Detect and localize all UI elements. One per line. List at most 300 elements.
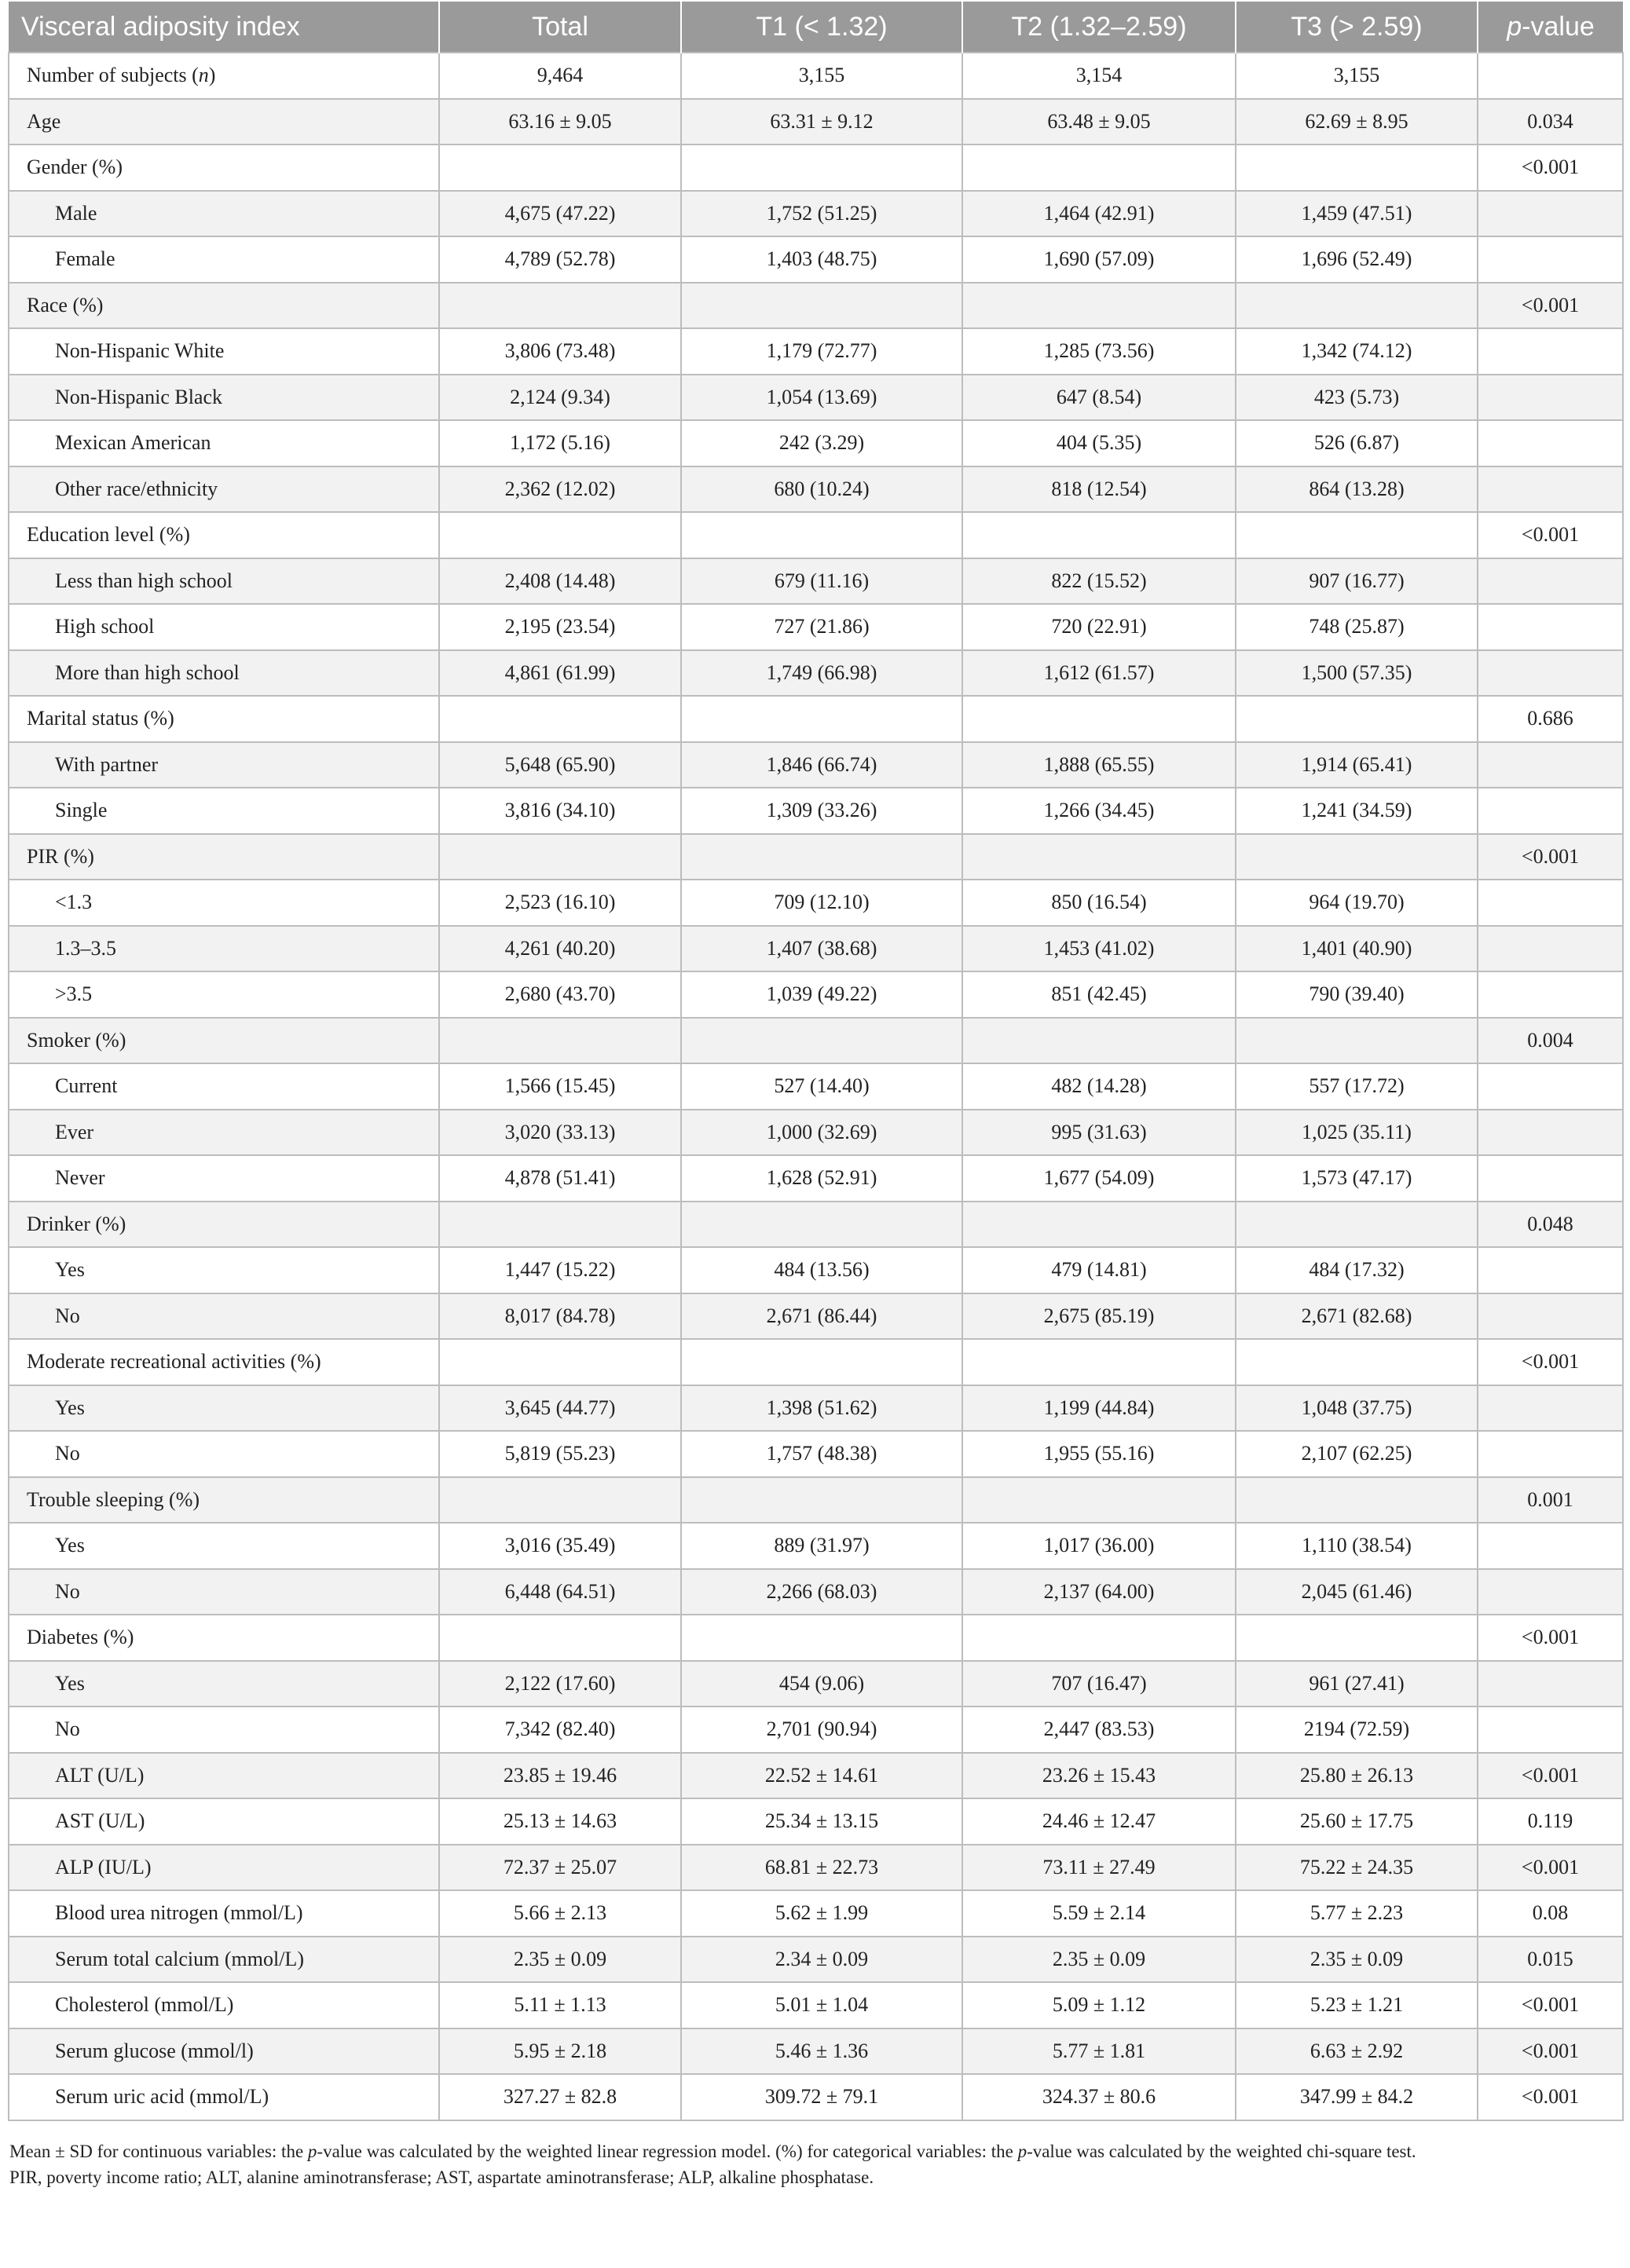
cell-t3 (1236, 696, 1478, 742)
variable-label-text: Race (%) (27, 293, 104, 316)
cell-total: 9,464 (439, 53, 681, 99)
cell-variable-label (9, 283, 439, 329)
cell-t3: 1,573 (47.17) (1236, 1155, 1478, 1202)
variable-label-text: No (55, 1442, 80, 1465)
cell-variable-label (9, 834, 439, 880)
cell-p-value (1478, 1569, 1623, 1615)
cell-variable-label (9, 236, 439, 283)
cell-t1: 1,752 (51.25) (681, 191, 962, 237)
cell-variable-label (9, 1155, 439, 1202)
cell-t2 (962, 512, 1236, 558)
table-row (9, 788, 1623, 834)
cell-total: 1,447 (15.22) (439, 1247, 681, 1293)
cell-t2: 1,690 (57.09) (962, 236, 1236, 283)
cell-t1: 1,398 (51.62) (681, 1385, 962, 1432)
cell-total: 2.35 ± 0.09 (439, 1937, 681, 1983)
cell-total: 5,819 (55.23) (439, 1431, 681, 1477)
cell-variable-label (9, 2028, 439, 2075)
cell-p-value: <0.001 (1478, 1339, 1623, 1385)
cell-t1 (681, 1615, 962, 1661)
cell-variable-label (9, 1247, 439, 1293)
variable-label-text: Current (55, 1074, 118, 1098)
table-row (9, 1845, 1623, 1891)
cell-p-value (1478, 1431, 1623, 1477)
cell-t1: 1,179 (72.77) (681, 328, 962, 375)
variable-label-text: Diabetes (%) (27, 1626, 134, 1649)
table-footnotes (8, 2138, 1622, 2190)
cell-variable-label (9, 604, 439, 650)
cell-t1 (681, 1477, 962, 1524)
cell-variable-label (9, 1431, 439, 1477)
header-t1: T1 (< 1.32) (681, 2, 962, 53)
cell-variable-label (9, 1523, 439, 1569)
table-row (9, 1431, 1623, 1477)
variable-label-text: High school (55, 615, 155, 638)
cell-t3: 1,696 (52.49) (1236, 236, 1478, 283)
cell-t3: 2,671 (82.68) (1236, 1293, 1478, 1340)
cell-t3: 484 (17.32) (1236, 1247, 1478, 1293)
cell-t1 (681, 283, 962, 329)
cell-total (439, 1477, 681, 1524)
cell-p-value: 0.015 (1478, 1937, 1623, 1983)
cell-total: 4,261 (40.20) (439, 926, 681, 972)
cell-p-value (1478, 1155, 1623, 1202)
cell-variable-label (9, 742, 439, 788)
cell-t1 (681, 1018, 962, 1064)
cell-t2: 5.77 ± 1.81 (962, 2028, 1236, 2075)
variable-label-text: Non-Hispanic White (55, 339, 225, 363)
cell-t3: 1,110 (38.54) (1236, 1523, 1478, 1569)
table-row (9, 1018, 1623, 1064)
cell-total: 2,680 (43.70) (439, 971, 681, 1018)
cell-t3: 2194 (72.59) (1236, 1706, 1478, 1753)
table-row (9, 1247, 1623, 1293)
cell-p-value (1478, 788, 1623, 834)
footnote-1-p-italic-1: p (307, 2141, 317, 2161)
header-p-italic: p (1507, 11, 1522, 42)
cell-t2 (962, 1339, 1236, 1385)
cell-total: 4,789 (52.78) (439, 236, 681, 283)
cell-t2 (962, 1202, 1236, 1248)
cell-total: 1,566 (15.45) (439, 1063, 681, 1110)
cell-t2 (962, 1477, 1236, 1524)
table-row (9, 375, 1623, 421)
cell-total: 7,342 (82.40) (439, 1706, 681, 1753)
variable-label-text: Never (55, 1166, 105, 1190)
cell-variable-label (9, 1798, 439, 1845)
footnote-1-part-c: -value was calculated by the weighted chi-square test. (1027, 2141, 1416, 2161)
cell-t1 (681, 1339, 962, 1385)
cell-variable-label (9, 1753, 439, 1799)
table-header-row (9, 2, 1623, 53)
cell-t3: 1,048 (37.75) (1236, 1385, 1478, 1432)
cell-t2: 1,955 (55.16) (962, 1431, 1236, 1477)
table-row (9, 650, 1623, 697)
variable-label-text: Yes (55, 1396, 85, 1419)
cell-t3 (1236, 144, 1478, 191)
variable-label-text: Yes (55, 1258, 85, 1282)
cell-p-value (1478, 53, 1623, 99)
cell-total: 327.27 ± 82.8 (439, 2074, 681, 2120)
cell-variable-label (9, 788, 439, 834)
cell-p-value (1478, 742, 1623, 788)
variable-label-text: Female (55, 247, 115, 271)
cell-total: 2,362 (12.02) (439, 466, 681, 513)
table-row (9, 1155, 1623, 1202)
cell-p-value (1478, 1063, 1623, 1110)
footnote-1-part-b: -value was calculated by the weighted linear regression model. (%) for categorical variables: the (317, 2141, 1018, 2161)
footnote-1-part-a: Mean ± SD for continuous variables: the (9, 2141, 308, 2161)
cell-t1: 527 (14.40) (681, 1063, 962, 1110)
cell-p-value (1478, 1385, 1623, 1432)
cell-t3: 1,500 (57.35) (1236, 650, 1478, 697)
cell-p-value (1478, 1293, 1623, 1340)
cell-p-value (1478, 1706, 1623, 1753)
variable-label-text: <1.3 (55, 891, 93, 914)
cell-t2: 822 (15.52) (962, 558, 1236, 605)
cell-t2: 324.37 ± 80.6 (962, 2074, 1236, 2120)
table-row (9, 834, 1623, 880)
table-row (9, 1937, 1623, 1983)
footnote-line-1 (9, 2138, 1622, 2164)
cell-t1: 1,309 (33.26) (681, 788, 962, 834)
cell-p-value (1478, 328, 1623, 375)
cell-variable-label (9, 1385, 439, 1432)
cell-t2: 995 (31.63) (962, 1110, 1236, 1156)
cell-total: 5,648 (65.90) (439, 742, 681, 788)
cell-variable-label (9, 1293, 439, 1340)
variable-label-text: ALP (IU/L) (55, 1855, 152, 1878)
cell-t2 (962, 834, 1236, 880)
cell-p-value (1478, 236, 1623, 283)
table-row (9, 466, 1623, 513)
cell-t3: 347.99 ± 84.2 (1236, 2074, 1478, 2120)
cell-total (439, 834, 681, 880)
cell-variable-label (9, 971, 439, 1018)
cell-total: 2,195 (23.54) (439, 604, 681, 650)
variable-label-text: Age (27, 109, 61, 133)
cell-t3: 5.77 ± 2.23 (1236, 1890, 1478, 1937)
cell-t3: 961 (27.41) (1236, 1661, 1478, 1707)
table-row (9, 191, 1623, 237)
cell-t1 (681, 144, 962, 191)
cell-t1 (681, 696, 962, 742)
cell-t2: 24.46 ± 12.47 (962, 1798, 1236, 1845)
cell-p-value (1478, 375, 1623, 421)
cell-total (439, 283, 681, 329)
variable-label-text: Drinker (%) (27, 1212, 126, 1235)
cell-t1: 2.34 ± 0.09 (681, 1937, 962, 1983)
variable-label-text: Less than high school (55, 569, 233, 592)
variable-label-text: No (55, 1304, 80, 1327)
cell-variable-label (9, 512, 439, 558)
cell-t2: 5.59 ± 2.14 (962, 1890, 1236, 1937)
cell-variable-label (9, 926, 439, 972)
variable-label-text: Serum uric acid (mmol/L) (55, 2085, 269, 2109)
table-row (9, 1477, 1623, 1524)
cell-total: 3,816 (34.10) (439, 788, 681, 834)
table-row (9, 328, 1623, 375)
variable-label-text: Gender (%) (27, 155, 123, 179)
cell-total: 3,016 (35.49) (439, 1523, 681, 1569)
cell-total: 3,806 (73.48) (439, 328, 681, 375)
variable-label-text: Cholesterol (mmol/L) (55, 1993, 234, 2017)
cell-total: 4,675 (47.22) (439, 191, 681, 237)
cell-t3: 3,155 (1236, 53, 1478, 99)
cell-t3 (1236, 1339, 1478, 1385)
variable-label-text: Non-Hispanic Black (55, 385, 223, 408)
cell-t1: 1,628 (52.91) (681, 1155, 962, 1202)
table-row (9, 604, 1623, 650)
cell-t2 (962, 283, 1236, 329)
cell-t1: 242 (3.29) (681, 420, 962, 466)
cell-t3: 75.22 ± 24.35 (1236, 1845, 1478, 1891)
cell-t2: 1,677 (54.09) (962, 1155, 1236, 1202)
cell-p-value: <0.001 (1478, 1753, 1623, 1799)
cell-t1 (681, 512, 962, 558)
cell-variable-label (9, 1110, 439, 1156)
cell-t3: 907 (16.77) (1236, 558, 1478, 605)
variable-label-text: 1.3–3.5 (55, 936, 116, 960)
cell-t3: 62.69 ± 8.95 (1236, 99, 1478, 145)
cell-t2: 2,675 (85.19) (962, 1293, 1236, 1340)
cell-t3: 2,045 (61.46) (1236, 1569, 1478, 1615)
cell-p-value: <0.001 (1478, 2028, 1623, 2075)
table-row (9, 1569, 1623, 1615)
variable-label-text: Single (55, 799, 108, 822)
cell-total: 1,172 (5.16) (439, 420, 681, 466)
table-row (9, 971, 1623, 1018)
variable-label-text: Trouble sleeping (%) (27, 1487, 200, 1511)
cell-total: 4,861 (61.99) (439, 650, 681, 697)
cell-p-value: <0.001 (1478, 512, 1623, 558)
cell-t1: 727 (21.86) (681, 604, 962, 650)
cell-total: 2,408 (14.48) (439, 558, 681, 605)
cell-p-value: <0.001 (1478, 144, 1623, 191)
cell-total: 23.85 ± 19.46 (439, 1753, 681, 1799)
document (8, 2, 1622, 2190)
cell-t3 (1236, 1615, 1478, 1661)
cell-p-value (1478, 558, 1623, 605)
cell-variable-label (9, 1477, 439, 1524)
cell-t3 (1236, 283, 1478, 329)
cell-variable-label (9, 1202, 439, 1248)
cell-t3: 526 (6.87) (1236, 420, 1478, 466)
cell-t1: 1,749 (66.98) (681, 650, 962, 697)
cell-t3 (1236, 1202, 1478, 1248)
table-row (9, 1753, 1623, 1799)
cell-variable-label (9, 1845, 439, 1891)
cell-t3: 557 (17.72) (1236, 1063, 1478, 1110)
cell-t3: 1,241 (34.59) (1236, 788, 1478, 834)
cell-t3: 423 (5.73) (1236, 375, 1478, 421)
cell-t3 (1236, 834, 1478, 880)
cell-total: 72.37 ± 25.07 (439, 1845, 681, 1891)
cell-t1: 484 (13.56) (681, 1247, 962, 1293)
cell-t2: 1,464 (42.91) (962, 191, 1236, 237)
cell-t1: 5.01 ± 1.04 (681, 1982, 962, 2028)
cell-p-value (1478, 1523, 1623, 1569)
variable-label-text: More than high school (55, 660, 240, 684)
cell-variable-label (9, 1937, 439, 1983)
cell-total: 25.13 ± 14.63 (439, 1798, 681, 1845)
cell-p-value (1478, 1247, 1623, 1293)
cell-t1: 63.31 ± 9.12 (681, 99, 962, 145)
cell-variable-label (9, 1982, 439, 2028)
cell-total: 2,523 (16.10) (439, 880, 681, 926)
cell-p-value (1478, 971, 1623, 1018)
cell-t2: 2.35 ± 0.09 (962, 1937, 1236, 1983)
cell-t2: 707 (16.47) (962, 1661, 1236, 1707)
cell-t1: 454 (9.06) (681, 1661, 962, 1707)
variable-label-text: PIR (%) (27, 844, 94, 868)
cell-total: 2,124 (9.34) (439, 375, 681, 421)
cell-t3: 1,459 (47.51) (1236, 191, 1478, 237)
cell-t3: 748 (25.87) (1236, 604, 1478, 650)
cell-p-value: <0.001 (1478, 2074, 1623, 2120)
cell-t1: 680 (10.24) (681, 466, 962, 513)
cell-t1: 3,155 (681, 53, 962, 99)
table-row (9, 1385, 1623, 1432)
header-t2: T2 (1.32–2.59) (962, 2, 1236, 53)
cell-t2 (962, 1018, 1236, 1064)
cell-t2: 3,154 (962, 53, 1236, 99)
cell-t3 (1236, 1477, 1478, 1524)
table-row (9, 420, 1623, 466)
cell-variable-label (9, 696, 439, 742)
variable-label-text: Marital status (%) (27, 707, 174, 730)
cell-t3 (1236, 1018, 1478, 1064)
cell-total: 3,645 (44.77) (439, 1385, 681, 1432)
cell-t1: 22.52 ± 14.61 (681, 1753, 962, 1799)
cell-p-value: <0.001 (1478, 834, 1623, 880)
cell-t3: 964 (19.70) (1236, 880, 1478, 926)
cell-total (439, 696, 681, 742)
cell-t3: 2,107 (62.25) (1236, 1431, 1478, 1477)
table-row (9, 1798, 1623, 1845)
table-row (9, 1890, 1623, 1937)
variable-label-text: With partner (55, 752, 159, 776)
variable-label-text: Number of subjects ( (27, 64, 199, 87)
cell-t2: 1,199 (44.84) (962, 1385, 1236, 1432)
cell-variable-label (9, 375, 439, 421)
cell-t3: 5.23 ± 1.21 (1236, 1982, 1478, 2028)
cell-t1: 709 (12.10) (681, 880, 962, 926)
variable-label-text: Blood urea nitrogen (mmol/L) (55, 1901, 303, 1925)
table-row (9, 1706, 1623, 1753)
cell-t3: 864 (13.28) (1236, 466, 1478, 513)
cell-p-value (1478, 1110, 1623, 1156)
variable-label-text: AST (U/L) (55, 1809, 145, 1833)
variable-label-text: Yes (55, 1534, 85, 1557)
cell-t3: 1,025 (35.11) (1236, 1110, 1478, 1156)
cell-t3: 2.35 ± 0.09 (1236, 1937, 1478, 1983)
footnote-1-p-italic-2: p (1017, 2141, 1027, 2161)
table-row (9, 1339, 1623, 1385)
cell-t1: 309.72 ± 79.1 (681, 2074, 962, 2120)
variable-label-text: No (55, 1717, 80, 1741)
cell-t1: 25.34 ± 13.15 (681, 1798, 962, 1845)
cell-p-value (1478, 926, 1623, 972)
cell-p-value: 0.686 (1478, 696, 1623, 742)
cell-t2: 479 (14.81) (962, 1247, 1236, 1293)
table-row (9, 1110, 1623, 1156)
footnote-line-2: PIR, poverty income ratio; ALT, alanine aminotransferase; AST, aspartate aminotransferase; ALP, alkaline phosphatase. (9, 2167, 874, 2187)
header-visceral-adiposity-index: Visceral adiposity index (9, 2, 439, 53)
variable-label-text: Yes (55, 1671, 85, 1695)
cell-p-value (1478, 420, 1623, 466)
cell-variable-label (9, 466, 439, 513)
variable-label-text: Smoker (%) (27, 1028, 126, 1052)
table-row (9, 1202, 1623, 1248)
cell-p-value (1478, 604, 1623, 650)
cell-t3: 1,401 (40.90) (1236, 926, 1478, 972)
cell-t2: 73.11 ± 27.49 (962, 1845, 1236, 1891)
cell-t2 (962, 696, 1236, 742)
baseline-characteristics-table (8, 2, 1624, 2121)
cell-t2: 2,447 (83.53) (962, 1706, 1236, 1753)
cell-t3: 1,342 (74.12) (1236, 328, 1478, 375)
variable-label-italic: n (198, 64, 209, 87)
table-row (9, 1661, 1623, 1707)
table-row (9, 236, 1623, 283)
cell-total: 3,020 (33.13) (439, 1110, 681, 1156)
cell-t1: 1,039 (49.22) (681, 971, 962, 1018)
table-row (9, 2074, 1623, 2120)
cell-variable-label (9, 650, 439, 697)
variable-label-text: Mexican American (55, 431, 211, 455)
cell-variable-label (9, 420, 439, 466)
cell-p-value: <0.001 (1478, 1982, 1623, 2028)
cell-t2: 720 (22.91) (962, 604, 1236, 650)
cell-variable-label (9, 144, 439, 191)
cell-t3: 1,914 (65.41) (1236, 742, 1478, 788)
cell-t1: 1,407 (38.68) (681, 926, 962, 972)
cell-t2: 5.09 ± 1.12 (962, 1982, 1236, 2028)
cell-variable-label (9, 880, 439, 926)
cell-variable-label (9, 1063, 439, 1110)
table-row (9, 99, 1623, 145)
cell-total (439, 512, 681, 558)
table-row (9, 742, 1623, 788)
table-row (9, 1615, 1623, 1661)
cell-t3 (1236, 512, 1478, 558)
cell-p-value (1478, 650, 1623, 697)
cell-variable-label (9, 1018, 439, 1064)
cell-t2: 1,266 (34.45) (962, 788, 1236, 834)
cell-t1: 889 (31.97) (681, 1523, 962, 1569)
cell-variable-label (9, 1569, 439, 1615)
cell-t1: 2,266 (68.03) (681, 1569, 962, 1615)
table-row (9, 1063, 1623, 1110)
header-p-value (1478, 2, 1623, 53)
cell-total (439, 1202, 681, 1248)
cell-t2: 1,612 (61.57) (962, 650, 1236, 697)
cell-variable-label (9, 99, 439, 145)
cell-p-value (1478, 191, 1623, 237)
cell-total: 6,448 (64.51) (439, 1569, 681, 1615)
cell-t2: 2,137 (64.00) (962, 1569, 1236, 1615)
cell-p-value (1478, 1661, 1623, 1707)
cell-t1: 68.81 ± 22.73 (681, 1845, 962, 1891)
variable-label-text: Moderate recreational activities (%) (27, 1350, 321, 1374)
variable-label-text: No (55, 1579, 80, 1603)
cell-t1: 1,054 (13.69) (681, 375, 962, 421)
cell-p-value: 0.048 (1478, 1202, 1623, 1248)
variable-label-text: Education level (%) (27, 523, 190, 547)
cell-t2 (962, 144, 1236, 191)
cell-variable-label (9, 1890, 439, 1937)
